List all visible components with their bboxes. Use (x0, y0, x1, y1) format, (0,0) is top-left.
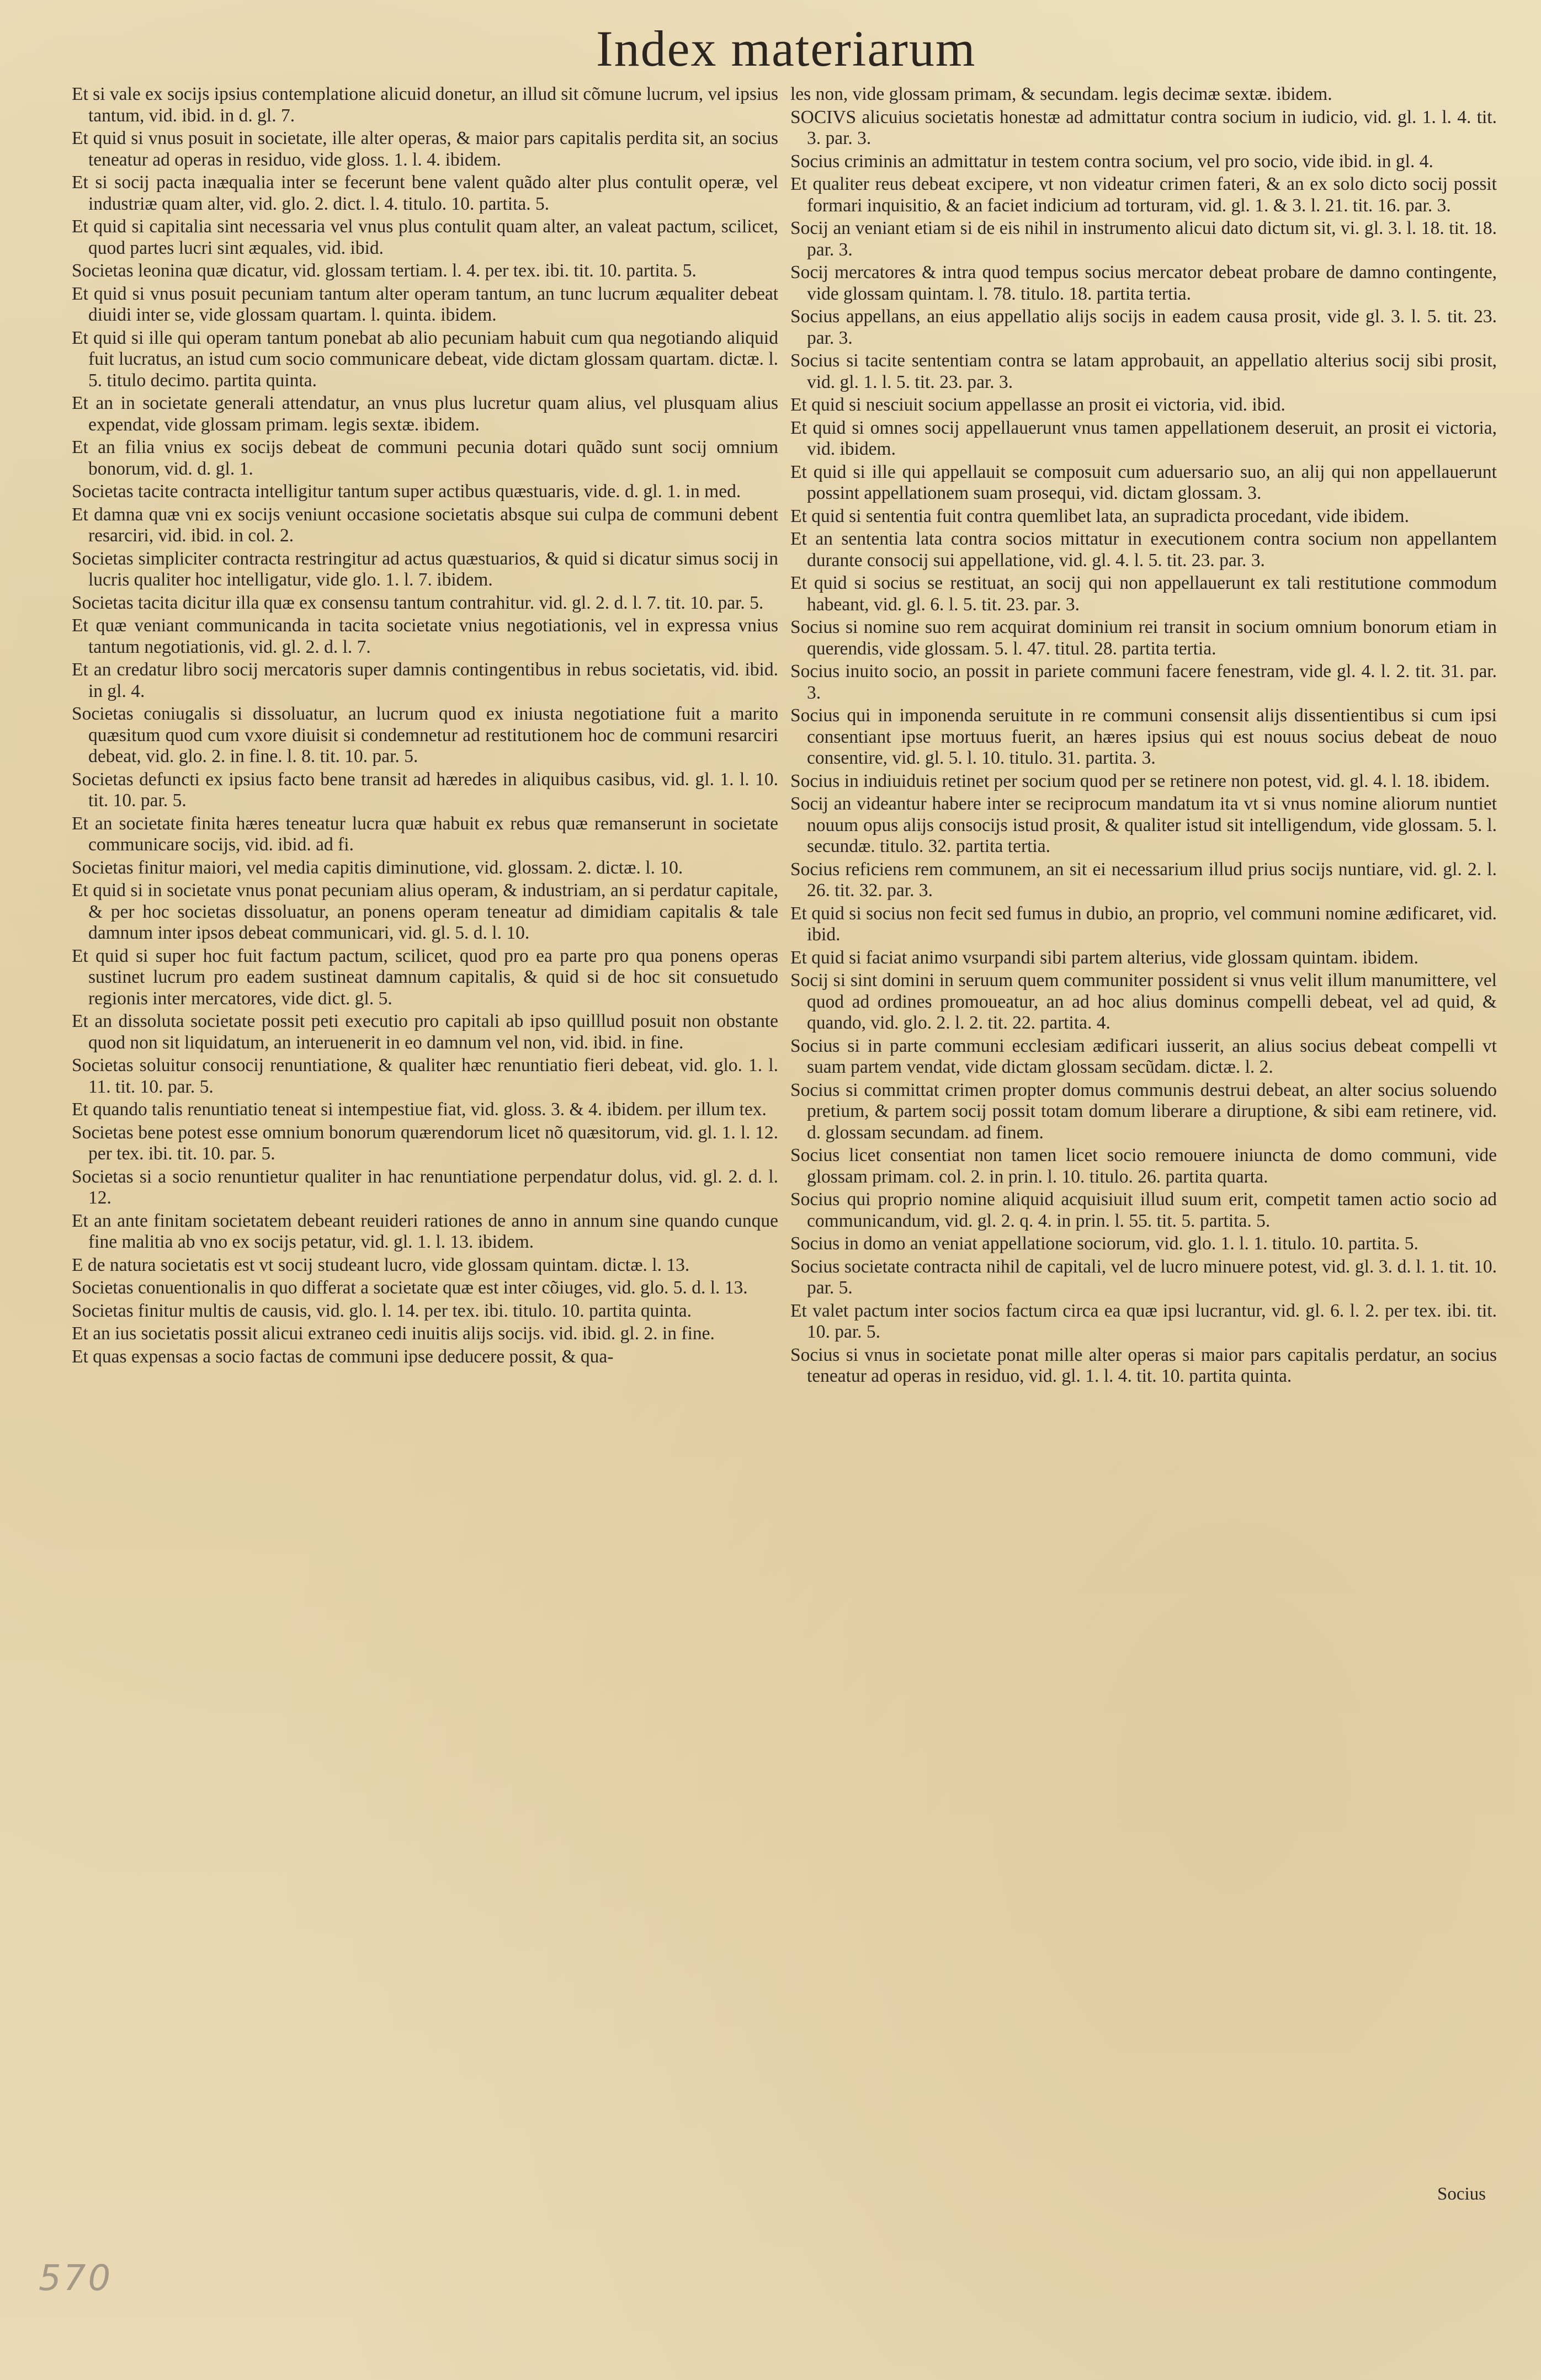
index-entry: Et quid si faciat animo vsurpandi sibi partem alterius, vide glossam quintam. ibidem. (790, 947, 1418, 968)
index-entry: Et an dissoluta societate possit peti executio pro capitali ab ipso quilllud posuit non obstante quod non sit liquidatum, an interuenerit in eo damnum vel non, vid. ibid. in fine. (72, 1011, 778, 1053)
index-entry: les non, vide glossam primam, & secundam. legis decimæ sextæ. ibidem. (790, 84, 1332, 104)
index-entry: Socij mercatores & intra quod tempus socius mercator debeat probare de damno contingente, vide glossam quintam. l. 78. titulo. 18. partita tertia. (790, 262, 1497, 304)
index-entry: Societas conuentionalis in quo differat a societate quæ est inter cõiuges, vid. glo. 5. d. l. 13. (72, 1277, 748, 1298)
index-entry: Et an filia vnius ex socijs debeat de communi pecunia dotari quãdo sunt socij omnium bonorum, vid. d. gl. 1. (72, 437, 778, 479)
running-head-title: Index materiarum (596, 20, 976, 77)
index-entry: Societas defuncti ex ipsius facto bene transit ad hæredes in aliquibus casibus, vid. gl. 1. l. 10. tit. 10. par. 5. (72, 769, 778, 811)
index-entry: Et damna quæ vni ex socijs veniunt occasione societatis absque sui culpa de communi debent resarciri, vid. ibid. in col. 2. (72, 504, 778, 546)
index-entry: Socius si tacite sententiam contra se latam approbauit, an appellatio alterius socij sibi prosit, vid. gl. 1. l. 5. tit. 23. par. 3. (790, 350, 1497, 392)
index-entry: Et an ante finitam societatem debeant reuideri rationes de anno in annum sine quando cunque fine malitia ab vno ex socijs petatur, vid. gl. 1. l. 13. ibidem. (72, 1210, 778, 1252)
index-entry: Et quid si socius se restituat, an socij qui non appellauerunt ex tali restitutione commodum habeant, vid. gl. 6. l. 5. tit. 23. par. 3. (790, 573, 1497, 615)
catchword: Socius (1437, 2184, 1486, 2204)
index-entry: Et quid si omnes socij appellauerunt vnus tamen appellationem deseruit, an prosit ei victoria, vid. ibidem. (790, 417, 1497, 459)
handwritten-folio-number: 570 (39, 2258, 113, 2299)
index-entry: Societas bene potest esse omnium bonorum quærendorum licet nõ quæsitorum, vid. gl. 1. l. 12. per tex. ibi. tit. 10. par. 5. (72, 1122, 778, 1164)
index-entry: Socij si sint domini in seruum quem communiter possident si vnus velit illum manumittere, vel quod ad ordines promoueatur, an ad hoc alius dominus compelli debeat, vel ad quid, & quando, vid. glo. 2. l. 2. tit. 22. partita. 4. (790, 970, 1497, 1033)
index-entry: Et quid si vnus posuit in societate, ille alter operas, & maior pars capitalis perdita sit, an socius teneatur ad operas in residuo, vide gloss. 1. l. 4. ibidem. (72, 128, 778, 170)
index-entry: Et quid si ille qui operam tantum ponebat ab alio pecuniam habuit cum qua negotiando aliquid fuit lucratus, an istud cum socio communicare debeat, vide dictam glossam quartam. dictæ. l. 5. titulo decimo. partita quinta. (72, 327, 778, 391)
index-entry: Et quas expensas a socio factas de communi ipse deducere possit, & qua- (72, 1346, 614, 1367)
index-entry: Socius appellans, an eius appellatio alijs socijs in eadem causa prosit, vide gl. 3. l. 5. tit. 23. par. 3. (790, 306, 1497, 348)
index-entry: Et quid si ille qui appellauit se composuit cum aduersario suo, an alij qui non appellauerunt possint appellationem suam prosequi, vid. dictam glossam. 3. (790, 461, 1497, 503)
index-entry: SOCIVS alicuius societatis honestæ ad admittatur contra socium in iudicio, vid. gl. 1. l. 4. tit. 3. par. 3. (790, 107, 1497, 148)
index-entry: Socius in indiuiduis retinet per socium quod per se retinere non potest, vid. gl. 4. l. 18. ibidem. (790, 770, 1490, 791)
index-entry: Societas simpliciter contracta restringitur ad actus quæstuarios, & quid si dicatur simus socij in lucris qualiter hoc intelligatur, vide glo. 1. l. 7. ibidem. (72, 548, 778, 590)
index-entry: Et quid si vnus posuit pecuniam tantum alter operam tantum, an tunc lucrum æqualiter debeat diuidi inter se, vide glossam quartam. l. quinta. ibidem. (72, 283, 778, 325)
index-entry: Et qualiter reus debeat excipere, vt non videatur crimen fateri, & an ex solo dicto socij possit formari inquisitio, & an faciet indicium ad torturam, vid. gl. 1. & 3. l. 21. tit. 16. par. 3. (790, 174, 1497, 216)
index-entry: Socius criminis an admittatur in testem contra socium, vel pro socio, vide ibid. in gl. 4. (790, 151, 1433, 172)
index-entry: Et quid si nesciuit socium appellasse an prosit ei victoria, vid. ibid. (790, 395, 1285, 415)
index-entry: Socius si in parte communi ecclesiam ædificari iusserit, an alius socius debeat compelli vt suam partem vendat, vide dictam glossam secũdam. dictæ. l. 2. (790, 1035, 1497, 1077)
index-entry: E de natura societatis est vt socij studeant lucro, vide glossam quintam. dictæ. l. 13. (72, 1254, 690, 1275)
index-entry: Socij an videantur habere inter se reciprocum mandatum ita vt si vnus nomine aliorum nuntiet nouum opus alijs consocijs istud prosit, & qualiter istud sit intelligendum, vide glossam. 5. l. secundæ. titulo. 32. partita tertia. (790, 794, 1497, 856)
index-entry: Et valet pactum inter socios factum circa ea quæ ipsi lucrantur, vid. gl. 6. l. 2. per tex. ibi. tit. 10. par. 5. (790, 1300, 1497, 1342)
index-entry: Et an sententia lata contra socios mittatur in executionem contra socium non appellantem durante consocij sui appellatione, vid. gl. 4. l. 5. tit. 23. par. 3. (790, 529, 1497, 571)
index-entry: Societas finitur maiori, vel media capitis diminutione, vid. glossam. 2. dictæ. l. 10. (72, 857, 683, 878)
index-column-left (72, 84, 778, 1369)
index-entry: Et an credatur libro socij mercatoris super damnis contingentibus in rebus societatis, vid. ibid. in gl. 4. (72, 659, 778, 701)
index-entry: Societas coniugalis si dissoluatur, an lucrum quod ex iniusta negotiatione fuit a marito quæsitum quod cum vxore diuisit si condemnetur ad restitutionem hoc de communi resarciri debeat, vid. glo. 2. in fine. l. 8. tit. 10. par. 5. (72, 704, 778, 766)
index-entry: Socius si committat crimen propter domus communis destrui debeat, an alter socius soluendo pretium, & partem socij possit totam domum liberare a diruptione, & sibi eam retinere, vid. d. glossam secundam. ad finem. (790, 1079, 1497, 1143)
index-entry: Et quid si socius non fecit sed fumus in dubio, an proprio, vel communi nomine ædificaret, vid. ibid. (790, 903, 1497, 945)
index-column-right (790, 84, 1497, 1389)
index-entry: Et quæ veniant communicanda in tacita societate vnius negotiationis, vel in expressa vnius tantum negotiationis, vid. gl. 2. d. l. 7. (72, 615, 778, 657)
index-entry: Et an societate finita hæres teneatur lucra quæ habuit ex rebus quæ remanserunt in societate communicare socijs, vid. ibid. ad fi. (72, 813, 778, 855)
index-entry: Et quando talis renuntiatio teneat si intempestiue fiat, vid. gloss. 3. & 4. ibidem. per illum tex. (72, 1099, 767, 1120)
index-entry: Et si vale ex socijs ipsius contemplatione alicuid donetur, an illud sit cõmune lucrum, vel ipsius tantum, vid. ibid. in d. gl. 7. (72, 84, 778, 126)
index-entry: Et quid si sententia fuit contra quemlibet lata, an supradicta procedant, vide ibidem. (790, 505, 1409, 526)
index-entry: Socius qui proprio nomine aliquid acquisiuit illud suum erit, competit tamen actio socio ad communicandum, vid. gl. 2. q. 4. in prin. l. 55. tit. 5. partita. 5. (790, 1189, 1497, 1231)
index-entry: Societas tacita dicitur illa quæ ex consensu tantum contrahitur. vid. gl. 2. d. l. 7. tit. 10. par. 5. (72, 592, 764, 613)
index-entry: Socius reficiens rem communem, an sit ei necessarium illud prius socijs nuntiare, vid. gl. 2. l. 26. tit. 32. par. 3. (790, 859, 1497, 901)
index-entry: Et quid si in societate vnus ponat pecuniam alius operam, & industriam, an si perdatur capitale, & per hoc societas dissoluatur, an ponens operam teneatur ad dimidiam capitalis & tale damnum inter ipsos debeat communicari, vid. gl. 5. d. l. 10. (72, 880, 778, 943)
index-entry: Et si socij pacta inæqualia inter se fecerunt bene valent quãdo alter plus contulit operæ, vel industriæ quam alter, vid. glo. 2. dict. l. 4. titulo. 10. partita. 5. (72, 172, 778, 214)
index-entry: Et an ius societatis possit alicui extraneo cedi inuitis alijs socijs. vid. ibid. gl. 2. in fine. (72, 1323, 715, 1344)
index-entry: Socius in domo an veniat appellatione sociorum, vid. glo. 1. l. 1. titulo. 10. partita. 5. (790, 1233, 1418, 1254)
index-entry: Societas si a socio renuntietur qualiter in hac renuntiatione perpendatur dolus, vid. gl. 2. d. l. 12. (72, 1166, 778, 1208)
index-entry: Societas soluitur consocij renuntiatione, & qualiter hæc renuntiatio fieri debeat, vid. glo. 1. l. 11. tit. 10. par. 5. (72, 1055, 778, 1097)
index-entry: Societas leonina quæ dicatur, vid. glossam tertiam. l. 4. per tex. ibi. tit. 10. partita. 5. (72, 260, 697, 281)
index-entry: Socij an veniant etiam si de eis nihil in instrumento alicui dato dictum sit, vi. gl. 3. l. 18. tit. 18. par. 3. (790, 218, 1497, 260)
index-entry: Societas finitur multis de causis, vid. glo. l. 14. per tex. ibi. titulo. 10. partita quinta. (72, 1300, 692, 1321)
index-entry: Societas tacite contracta intelligitur tantum super actibus quæstuaris, vide. d. gl. 1. in med. (72, 481, 741, 502)
index-entry: Socius societate contracta nihil de capitali, vel de lucro minuere potest, vid. gl. 3. d. l. 1. tit. 10. par. 5. (790, 1256, 1497, 1298)
index-entry: Et an in societate generali attendatur, an vnus plus lucretur quam alius, vel plusquam alius expendat, vide glossam primam. legis sextæ. ibidem. (72, 393, 778, 435)
index-entry: Socius inuito socio, an possit in pariete communi facere fenestram, vide gl. 4. l. 2. tit. 31. par. 3. (790, 661, 1497, 703)
index-entry: Et quid si capitalia sint necessaria vel vnus plus contulit quam alter, an valeat pactum, scilicet, quod partes lucri sint æquales, vid. ibid. (72, 216, 778, 258)
index-entry: Socius qui in imponenda seruitute in re communi consensit alijs dissentientibus si cum ipsi consentiant ipse mortuus fuerit, an hæres ipsius qui est nouus socius debeat de nouo consentire, vid. gl. 5. l. 10. titulo. 31. partita. 3. (790, 705, 1497, 768)
index-entry: Socius si vnus in societate ponat mille alter operas si maior pars capitalis perdatur, an socius teneatur ad operas in residuo, vid. gl. 1. l. 4. tit. 10. partita quinta. (790, 1344, 1497, 1386)
index-entry: Et quid si super hoc fuit factum pactum, scilicet, quod pro ea parte pro qua ponens operas sustinet lucrum pro eadem sustineat damnum capitalis, & quid si de hoc sit consuetudo regionis inter mercatores, vide dict. gl. 5. (72, 945, 778, 1009)
index-entry: Socius si nomine suo rem acquirat dominium rei transit in socium omnium bonorum etiam in querendis, vide glossam. 5. l. 47. titul. 28. partita tertia. (790, 617, 1497, 659)
index-entry: Socius licet consentiat non tamen licet socio remouere iniuncta de domo communi, vide glossam primam. col. 2. in prin. l. 10. titulo. 26. partita quarta. (790, 1145, 1497, 1187)
